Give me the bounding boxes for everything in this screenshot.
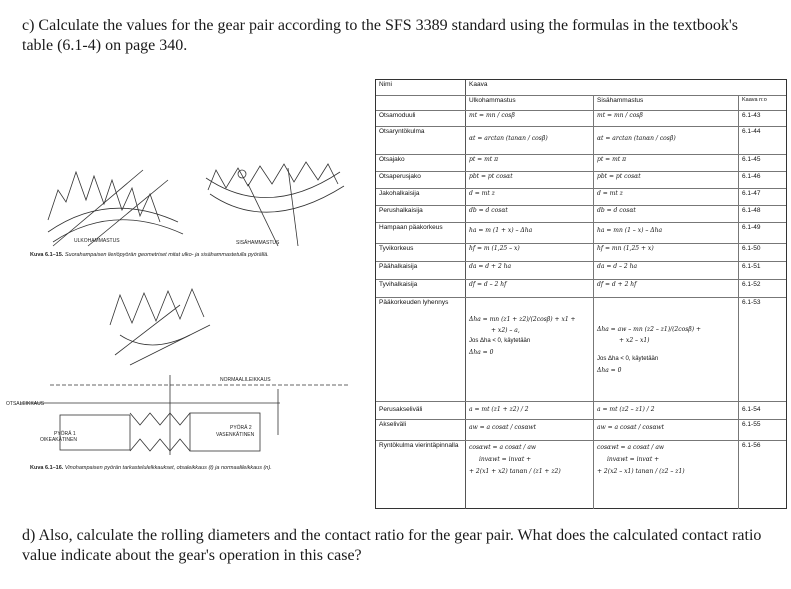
row-ref: 6.1-45 bbox=[742, 156, 761, 163]
row-internal-formula: a = mt (z2 – z1) / 2 bbox=[594, 402, 739, 420]
row-internal-formula: da = d – 2 ha bbox=[594, 262, 739, 280]
row-name: Päähalkaisija bbox=[376, 262, 466, 280]
formula-line: + x2 – x1) bbox=[619, 337, 650, 344]
row-name: Otsaperusjako bbox=[376, 172, 466, 189]
table-row bbox=[376, 419, 786, 441]
header-internal: Sisähammastus bbox=[594, 96, 739, 111]
question-c: c) Calculate the values for the gear pair according to the SFS 3389 standard using the formulas in the textbook's table (6.1-4) on page 340. bbox=[22, 17, 739, 54]
label-gear1: PYÖRÄ 1 bbox=[54, 431, 76, 437]
table-row bbox=[376, 279, 786, 298]
row-ref: 6.1-48 bbox=[742, 207, 761, 214]
table-row bbox=[376, 401, 786, 420]
formula-line: cosαwt = a cosαt / aw bbox=[597, 444, 665, 451]
figure2-caption bbox=[30, 465, 272, 471]
table-row bbox=[376, 110, 786, 127]
row-internal-formula bbox=[594, 441, 739, 509]
formula-line: Δha = 0 bbox=[597, 367, 622, 374]
table-row bbox=[376, 222, 786, 244]
row-external-formula: pt = mt π bbox=[466, 155, 594, 172]
row-ref: 6.1-55 bbox=[742, 421, 761, 428]
table-row bbox=[376, 440, 786, 509]
table-row bbox=[376, 171, 786, 189]
row-internal-formula: db = d cosαt bbox=[594, 206, 739, 223]
formula-line: + 2(x2 – x1) tanαn / (z2 – z1) bbox=[597, 468, 685, 475]
row-external-formula: pbt = pt cosαt bbox=[466, 172, 594, 189]
row-ref: 6.1-44 bbox=[742, 128, 761, 135]
row-ref: 6.1-56 bbox=[742, 442, 761, 449]
formula-line: invαwt = invαt + bbox=[607, 456, 660, 463]
figure1-caption-text: Suorahampaisen lieriöpyörän geometriset mitat ulko- ja sisähammastetulla pyörällä. bbox=[64, 252, 269, 258]
row-ref: 6.1-43 bbox=[742, 112, 761, 119]
row-name: Otsajako bbox=[376, 155, 466, 172]
row-internal-formula: aw = a cosαt / cosαwt bbox=[594, 420, 739, 441]
row-name: Jakohalkaisija bbox=[376, 189, 466, 206]
formula-line: Δha = aw – mn (z2 – z1)/(2cosβ) + bbox=[597, 326, 702, 333]
row-name: Tyvikorkeus bbox=[376, 244, 466, 262]
row-ref: 6.1-54 bbox=[742, 406, 761, 413]
table-row bbox=[376, 126, 786, 155]
header-external: Ulkohammastus bbox=[466, 96, 594, 111]
gear-formula-table bbox=[375, 79, 787, 509]
row-name: Ryntökulma vierintäpinnalla bbox=[376, 441, 466, 509]
row-external-formula: aw = a cosαt / cosαwt bbox=[466, 420, 594, 441]
figure2-caption-number: Kuva 6.1–16. bbox=[30, 465, 64, 471]
header-formula: Kaava bbox=[469, 81, 488, 88]
row-internal-formula: hf = mn (1,25 + x) bbox=[594, 244, 739, 262]
row-external-formula: db = d cosαt bbox=[466, 206, 594, 223]
formula-line: Δha = mn (z1 + z2)/(2cosβ) + x1 + bbox=[469, 316, 576, 323]
row-internal-formula: ha = mn (1 – x) – Δha bbox=[594, 223, 739, 244]
formula-line: Jos Δha < 0, käytetään bbox=[597, 356, 659, 362]
row-external-formula: df = d – 2 hf bbox=[466, 280, 594, 298]
row-internal-formula: pt = mt π bbox=[594, 155, 739, 172]
header-name: Nimi bbox=[376, 80, 466, 95]
row-internal-formula bbox=[594, 298, 739, 402]
row-name: Hampaan päakorkeus bbox=[376, 223, 466, 244]
row-internal-formula: pbt = pt cosαt bbox=[594, 172, 739, 189]
header-ref: Kaava n:o bbox=[742, 97, 767, 103]
row-ref: 6.1-51 bbox=[742, 263, 761, 270]
row-ref: 6.1-47 bbox=[742, 190, 761, 197]
label-front-section: OTSALEIKKAUS bbox=[6, 401, 45, 407]
table-row bbox=[376, 154, 786, 172]
figure1-caption-number: Kuva 6.1–15. bbox=[30, 252, 64, 258]
figure-spur-gears bbox=[28, 150, 368, 262]
row-name: Perushalkaisija bbox=[376, 206, 466, 223]
row-name: Otsamoduuli bbox=[376, 111, 466, 127]
row-ref: 6.1-50 bbox=[742, 245, 761, 252]
figure1-caption bbox=[30, 252, 269, 258]
row-ref: 6.1-49 bbox=[742, 224, 761, 231]
table-row bbox=[376, 243, 786, 262]
row-name: Tyvihalkaisija bbox=[376, 280, 466, 298]
formula-line: + x2) – a, bbox=[491, 327, 520, 334]
row-external-formula: αt = arctan (tanαn / cosβ) bbox=[466, 127, 594, 155]
row-external-formula: ha = m (1 + x) – Δha bbox=[466, 223, 594, 244]
table-row bbox=[376, 261, 786, 280]
formula-line: + 2(x1 + x2) tanαn / (z1 + z2) bbox=[469, 468, 561, 475]
label-external: ULKOHAMMASTUS bbox=[74, 238, 120, 244]
row-external-formula: da = d + 2 ha bbox=[466, 262, 594, 280]
row-name: Akseliväli bbox=[376, 420, 466, 441]
table-row bbox=[376, 297, 786, 402]
row-internal-formula: d = mt z bbox=[594, 189, 739, 206]
row-internal-formula: df = d + 2 hf bbox=[594, 280, 739, 298]
figure2-caption-text: Vinohampaisen pyörän tarkastelulelkkaukset, otsaleikkaus (t) ja normaalileikkaus (n). bbox=[64, 465, 272, 471]
spur-gear-drawing bbox=[28, 150, 368, 250]
row-internal-formula: αt = arctan (tanαn / cosβ) bbox=[594, 127, 739, 155]
row-external-formula: a = mt (z1 + z2) / 2 bbox=[466, 402, 594, 420]
table-header-row-1 bbox=[376, 80, 786, 95]
label-gear2: PYÖRÄ 2 bbox=[230, 425, 252, 431]
formula-line: Jos Δha < 0, käytetään bbox=[469, 338, 531, 344]
label-gear1-hand: OIKEAKÄTINEN bbox=[40, 437, 77, 443]
row-external-formula bbox=[466, 441, 594, 509]
label-internal: SISÄHAMMASTUS bbox=[236, 240, 280, 246]
question-d: d) Also, calculate the rolling diameters and the contact ratio for the gear pair. What does the calculated contact ratio value indicate about the gear's operation in this case? bbox=[22, 527, 762, 564]
row-name: Pääkorkeuden lyhennys bbox=[376, 298, 466, 402]
formula-line: cosαwt = a cosαt / aw bbox=[469, 444, 537, 451]
label-gear2-hand: VASENKÄTINEN bbox=[216, 432, 255, 438]
row-external-formula bbox=[466, 298, 594, 402]
row-name: Perusakseliväli bbox=[376, 402, 466, 420]
row-ref: 6.1-53 bbox=[742, 299, 761, 306]
label-normal-section: NORMAALILEIKKAUS bbox=[220, 377, 271, 383]
formula-line: invαwt = invαt + bbox=[479, 456, 532, 463]
table-row bbox=[376, 188, 786, 206]
table-row bbox=[376, 205, 786, 223]
table-header-row-2 bbox=[376, 95, 786, 111]
row-external-formula: mt = mn / cosβ bbox=[466, 111, 594, 127]
row-internal-formula: mt = mn / cosβ bbox=[594, 111, 739, 127]
row-external-formula: d = mt z bbox=[466, 189, 594, 206]
figure-helical-gears bbox=[6, 285, 370, 475]
formula-line: Δha = 0 bbox=[469, 349, 494, 356]
row-external-formula: hf = m (1,25 – x) bbox=[466, 244, 594, 262]
row-ref: 6.1-52 bbox=[742, 281, 761, 288]
row-name: Otsaryntökulma bbox=[376, 127, 466, 155]
row-ref: 6.1-46 bbox=[742, 173, 761, 180]
